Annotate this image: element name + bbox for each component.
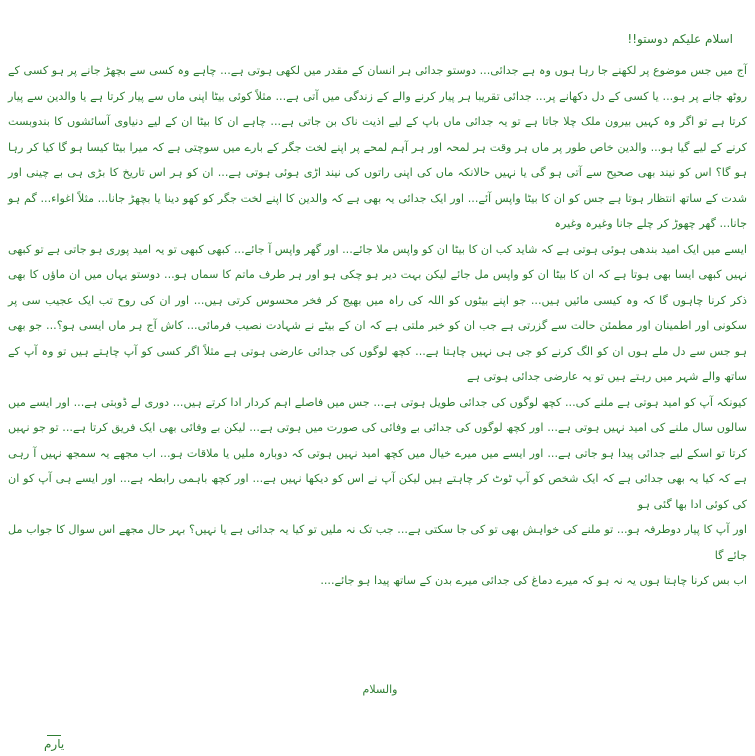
greeting: اسلام علیکم دوستو!! xyxy=(627,32,733,46)
sign-off: والسلام xyxy=(362,683,398,696)
closing-line: اب بس کرنا چاہتا ہوں یہ نہ ہو کہ میرے دماغ کی جدائی میرے بدن کے ساتھ پیدا ہو جائے.... xyxy=(320,574,747,587)
signature: یارم xyxy=(44,737,65,751)
paragraph-3: کیونکہ آپ کو امید ہوتی ہے ملنے کی... کچھ لوگوں کی جدائی طویل ہوتی ہے... جس میں فاصلے اہم کردار ادا کرتے ہیں... دوری لے ڈوبتی ہے... اور ایسے میں سالوں سال ملنے کی امید نہیں ہوتی ہے... اور کچھ لوگوں کی جدائی بے وفائی کی صورت میں ہوتی ہے... لیکن بے وفائی بھی ایک فریق کرتا ہے... تو جو نہیں کرتا تو اسکے لیے جدائی پیدا ہو جاتی ہے... اور ایسے میں میرے خیال میں کچھ امید نہیں ہوتی کہ دوبارہ ملیں یا ملاقات ہو... اب مجھے یہ سمجھ نہیں آ رہی ہے کہ کیا یہ بھی جدائی ہے کہ ایک شخص کو آپ ٹوٹ کر چاہتے ہیں لیکن آپ نے اس کو دیکھا نہیں ہے... اور کچھ باہمی رابطہ ہے... اور ایسے ہی آپ کو ان کی کوئی ادا بھا گئی ہو xyxy=(8,395,747,511)
paragraph-4: اور آپ کا پیار دوطرفہ ہو... تو ملنے کی خواہش بھی تو کی جا سکتی ہے... جب تک نہ ملیں تو کیا یہ جدائی ہے یا نہیں؟ بہر حال مجھے اس سوال کا جواب مل جائے گا xyxy=(8,523,747,562)
signature-block xyxy=(44,735,64,751)
paragraph-1: آج میں جس موضوع پر لکھنے جا رہا ہوں وہ ہے جدائی... دوستو جدائی ہر انسان کے مقدر میں لکھی ہوتی ہے... چاہے وہ کسی سے بچھڑ جانے پر ہو کسی کے روٹھ جانے پر ہو... یا کسی کے دل دکھانے پر... جدائی تقریبا ہر پیار کرنے والے کے زندگی میں آتی ہے... مثلاً کوئی بیٹا اپنی ماں سے پیار کرتا ہے یا والدین سے پیار کرتا ہے تو اگر وہ کہیں بیرون ملک چلا جاتا ہے تو یہ جدائی ماں باپ کے لیے اذیت ناک بن جاتی ہے... چاہے ان کا بیٹا ان کے لیے دنیاوی آسائشوں کا بندوبست کرنے کے لیے گیا ہو... والدین خاص طور پر ماں ہر وقت ہر لمحہ اور ہر آہم لمحے پر اپنے لخت جگر کے بارے میں سوچتی ہے کہ میرا بیٹا کیسا ہو گا کیا کر رہا ہو گا؟ اس کو نیند بھی صحیح سے آتی ہو گی یا نہیں حالانکہ ماں کی اپنی راتوں کی نیند اڑی ہوئی ہوتی ہے... ان کو ہر اس تاریخ کا بڑی ہی بے چینی اور شدت کے ساتھ انتظار ہوتا ہے جس کو ان کا بیٹا واپس آئے... اور ایک جدائی یہ بھی ہے کہ والدین کا اپنے لخت جگر کو کھو دینا یا بچھڑ جانا... مثلاً اغواء... گم ہو جانا... گھر چھوڑ کر چلے جانا وغیرہ وغیرہ xyxy=(8,64,747,230)
paragraph-2: ایسے میں ایک امید بندھی ہوئی ہوتی ہے کہ شاید کب ان کا بیٹا ان کو واپس ملا جائے... اور گھر واپس آ جائے... کبھی کبھی تو یہ امید پوری ہو جاتی ہے تو کبھی نہیں کبھی ایسا بھی ہوتا ہے کہ ان کا بیٹا ان کو واپس مل جائے لیکن بہت دیر ہو چکی ہو اور ہر طرف ماتم کا سماں ہو... دوستو یہاں میں ان ماؤں کا بھی ذکر کرنا چاہوں گا کہ وہ کیسی مائیں ہیں... جو اپنے بیٹوں کو اللہ کی راہ میں بھیج کر فخر محسوس کرتی ہیں... اور ان کی روح تب ایک عجیب سی پر سکونی اور اطمینان اور مطمئن حالت سے گزرتی ہے جب ان کو خبر ملتی ہے کہ ان کے بیٹے نے شہادت نصیب فرمائی... کاش آج ہر ماں ایسی ہو؟... جو بھی ہو جس سے دل ملے ہوں ان کو الگ کرنے کو جی ہی نہیں چاہتا ہے... کچھ لوگوں کی جدائی عارضی ہوتی ہے مثلاً اگر کسی کو آپ چاہتے ہیں تو وہ آپ کے ساتھ والے شہر میں رہتے ہیں تو یہ عارضی جدائی ہوتی ہے xyxy=(8,242,747,383)
signature-mark-icon xyxy=(47,735,61,736)
